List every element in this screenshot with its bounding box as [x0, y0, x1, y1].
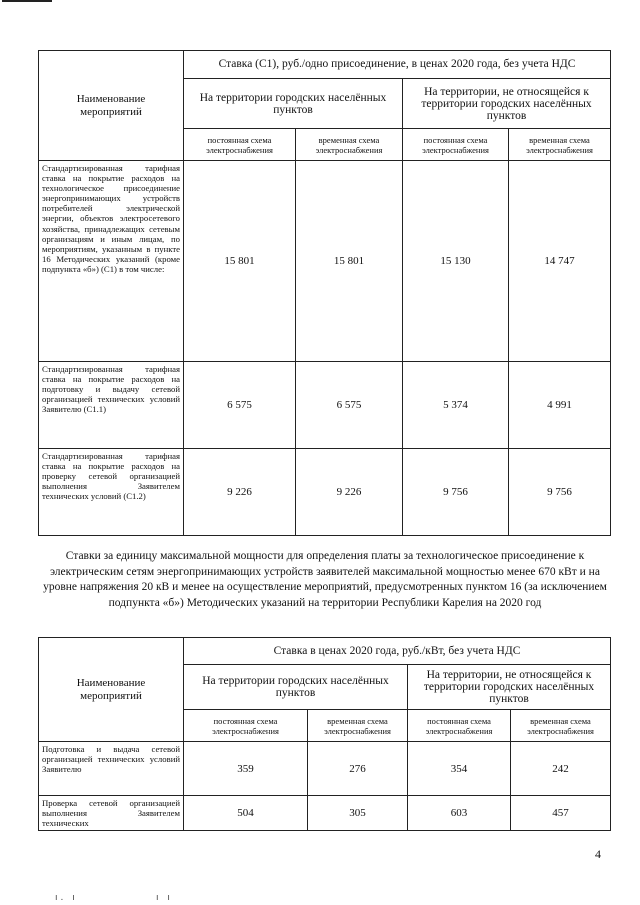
- row-name: Стандартизированная тарифная ставка на покрытие расходов на технологическое присоединение энергопринимающих устройств потребителей электрической энергии, объектов электросетевого хозяйства, принадлежащих сетевым организациям и иным лицам, по мероприятиям, указанным в пункте 16 Методических указаний (кроме подпункта «б») (С1) в том числе:: [39, 161, 184, 362]
- subheader-temporary-rural: временная схема электроснабжения: [511, 710, 611, 742]
- cell-value: 4 991: [509, 362, 611, 449]
- top-rule: [2, 0, 52, 2]
- subheader-permanent-rural: постоянная схема электроснабжения: [408, 710, 511, 742]
- scan-marks-right: ı ı: [156, 893, 173, 903]
- group-header-urban: На территории городских населённых пунктов: [184, 665, 408, 710]
- rates-table-per-connection: [38, 50, 611, 536]
- section-caption: Ставки за единицу максимальной мощности для определения платы за технологическое присоединение к электрическим сетям энергопринимающих устройств заявителей максимальной мощностью менее 670 кВт и на уровне напряжения 20 кВ и менее на осуществление мероприятий, предусмотренных пунктом 16 (за исключением подпункта «б») Методических указаний на территории Республики Карелия на 2020 год: [43, 550, 607, 609]
- cell-value: 242: [511, 742, 611, 796]
- table-row: [39, 362, 611, 449]
- cell-value: 9 226: [184, 449, 296, 536]
- cell-value: 9 756: [403, 449, 509, 536]
- rates-table-per-kw: [38, 637, 611, 831]
- cell-value: 15 801: [296, 161, 403, 362]
- table-row: [39, 742, 611, 796]
- cell-value: 457: [511, 796, 611, 831]
- cell-value: 276: [308, 742, 408, 796]
- cell-value: 14 747: [509, 161, 611, 362]
- group-header-rural: На территории, не относящейся к территории городских населённых пунктов: [408, 665, 611, 710]
- table-main-header: Ставка (С1), руб./одно присоединение, в ценах 2020 года, без учета НДС: [184, 51, 611, 79]
- cell-value: 15 801: [184, 161, 296, 362]
- subheader-temporary-rural: временная схема электроснабжения: [509, 129, 611, 161]
- subheader-temporary-urban: временная схема электроснабжения: [296, 129, 403, 161]
- cell-value: 9 226: [296, 449, 403, 536]
- group-header-rural: На территории, не относящейся к территории городских населённых пунктов: [403, 79, 611, 129]
- table-row: [39, 449, 611, 536]
- table-row: [39, 796, 611, 831]
- column-header-name: Наименование мероприятий: [39, 51, 184, 161]
- row-name: Стандартизированная тарифная ставка на покрытие расходов на подготовку и выдачу сетевой организацией технических условий Заявителю (С1.1): [39, 362, 184, 449]
- subheader-permanent-urban: постоянная схема электроснабжения: [184, 710, 308, 742]
- cell-value: 305: [308, 796, 408, 831]
- scan-marks-left: ı. ı: [55, 893, 78, 903]
- cell-value: 603: [408, 796, 511, 831]
- page-number: 4: [595, 847, 601, 861]
- cell-value: 5 374: [403, 362, 509, 449]
- table-main-header: Ставка в ценах 2020 года, руб./кВт, без учета НДС: [184, 638, 611, 665]
- subheader-permanent-urban: постоянная схема электроснабжения: [184, 129, 296, 161]
- cell-value: 354: [408, 742, 511, 796]
- row-name: Подготовка и выдача сетевой организацией технических условий Заявителю: [39, 742, 184, 796]
- cell-value: 6 575: [296, 362, 403, 449]
- row-name: Проверка сетевой организацией выполнения Заявителем технических: [39, 796, 184, 831]
- cell-value: 15 130: [403, 161, 509, 362]
- cell-value: 359: [184, 742, 308, 796]
- subheader-permanent-rural: постоянная схема электроснабжения: [403, 129, 509, 161]
- column-header-name: Наименование мероприятий: [39, 638, 184, 742]
- cell-value: 9 756: [509, 449, 611, 536]
- subheader-temporary-urban: временная схема электроснабжения: [308, 710, 408, 742]
- group-header-urban: На территории городских населённых пунктов: [184, 79, 403, 129]
- cell-value: 504: [184, 796, 308, 831]
- row-name: Стандартизированная тарифная ставка на покрытие расходов на проверку сетевой организацией выполнения Заявителем технических условий (С1.2): [39, 449, 184, 536]
- cell-value: 6 575: [184, 362, 296, 449]
- table-row: [39, 161, 611, 362]
